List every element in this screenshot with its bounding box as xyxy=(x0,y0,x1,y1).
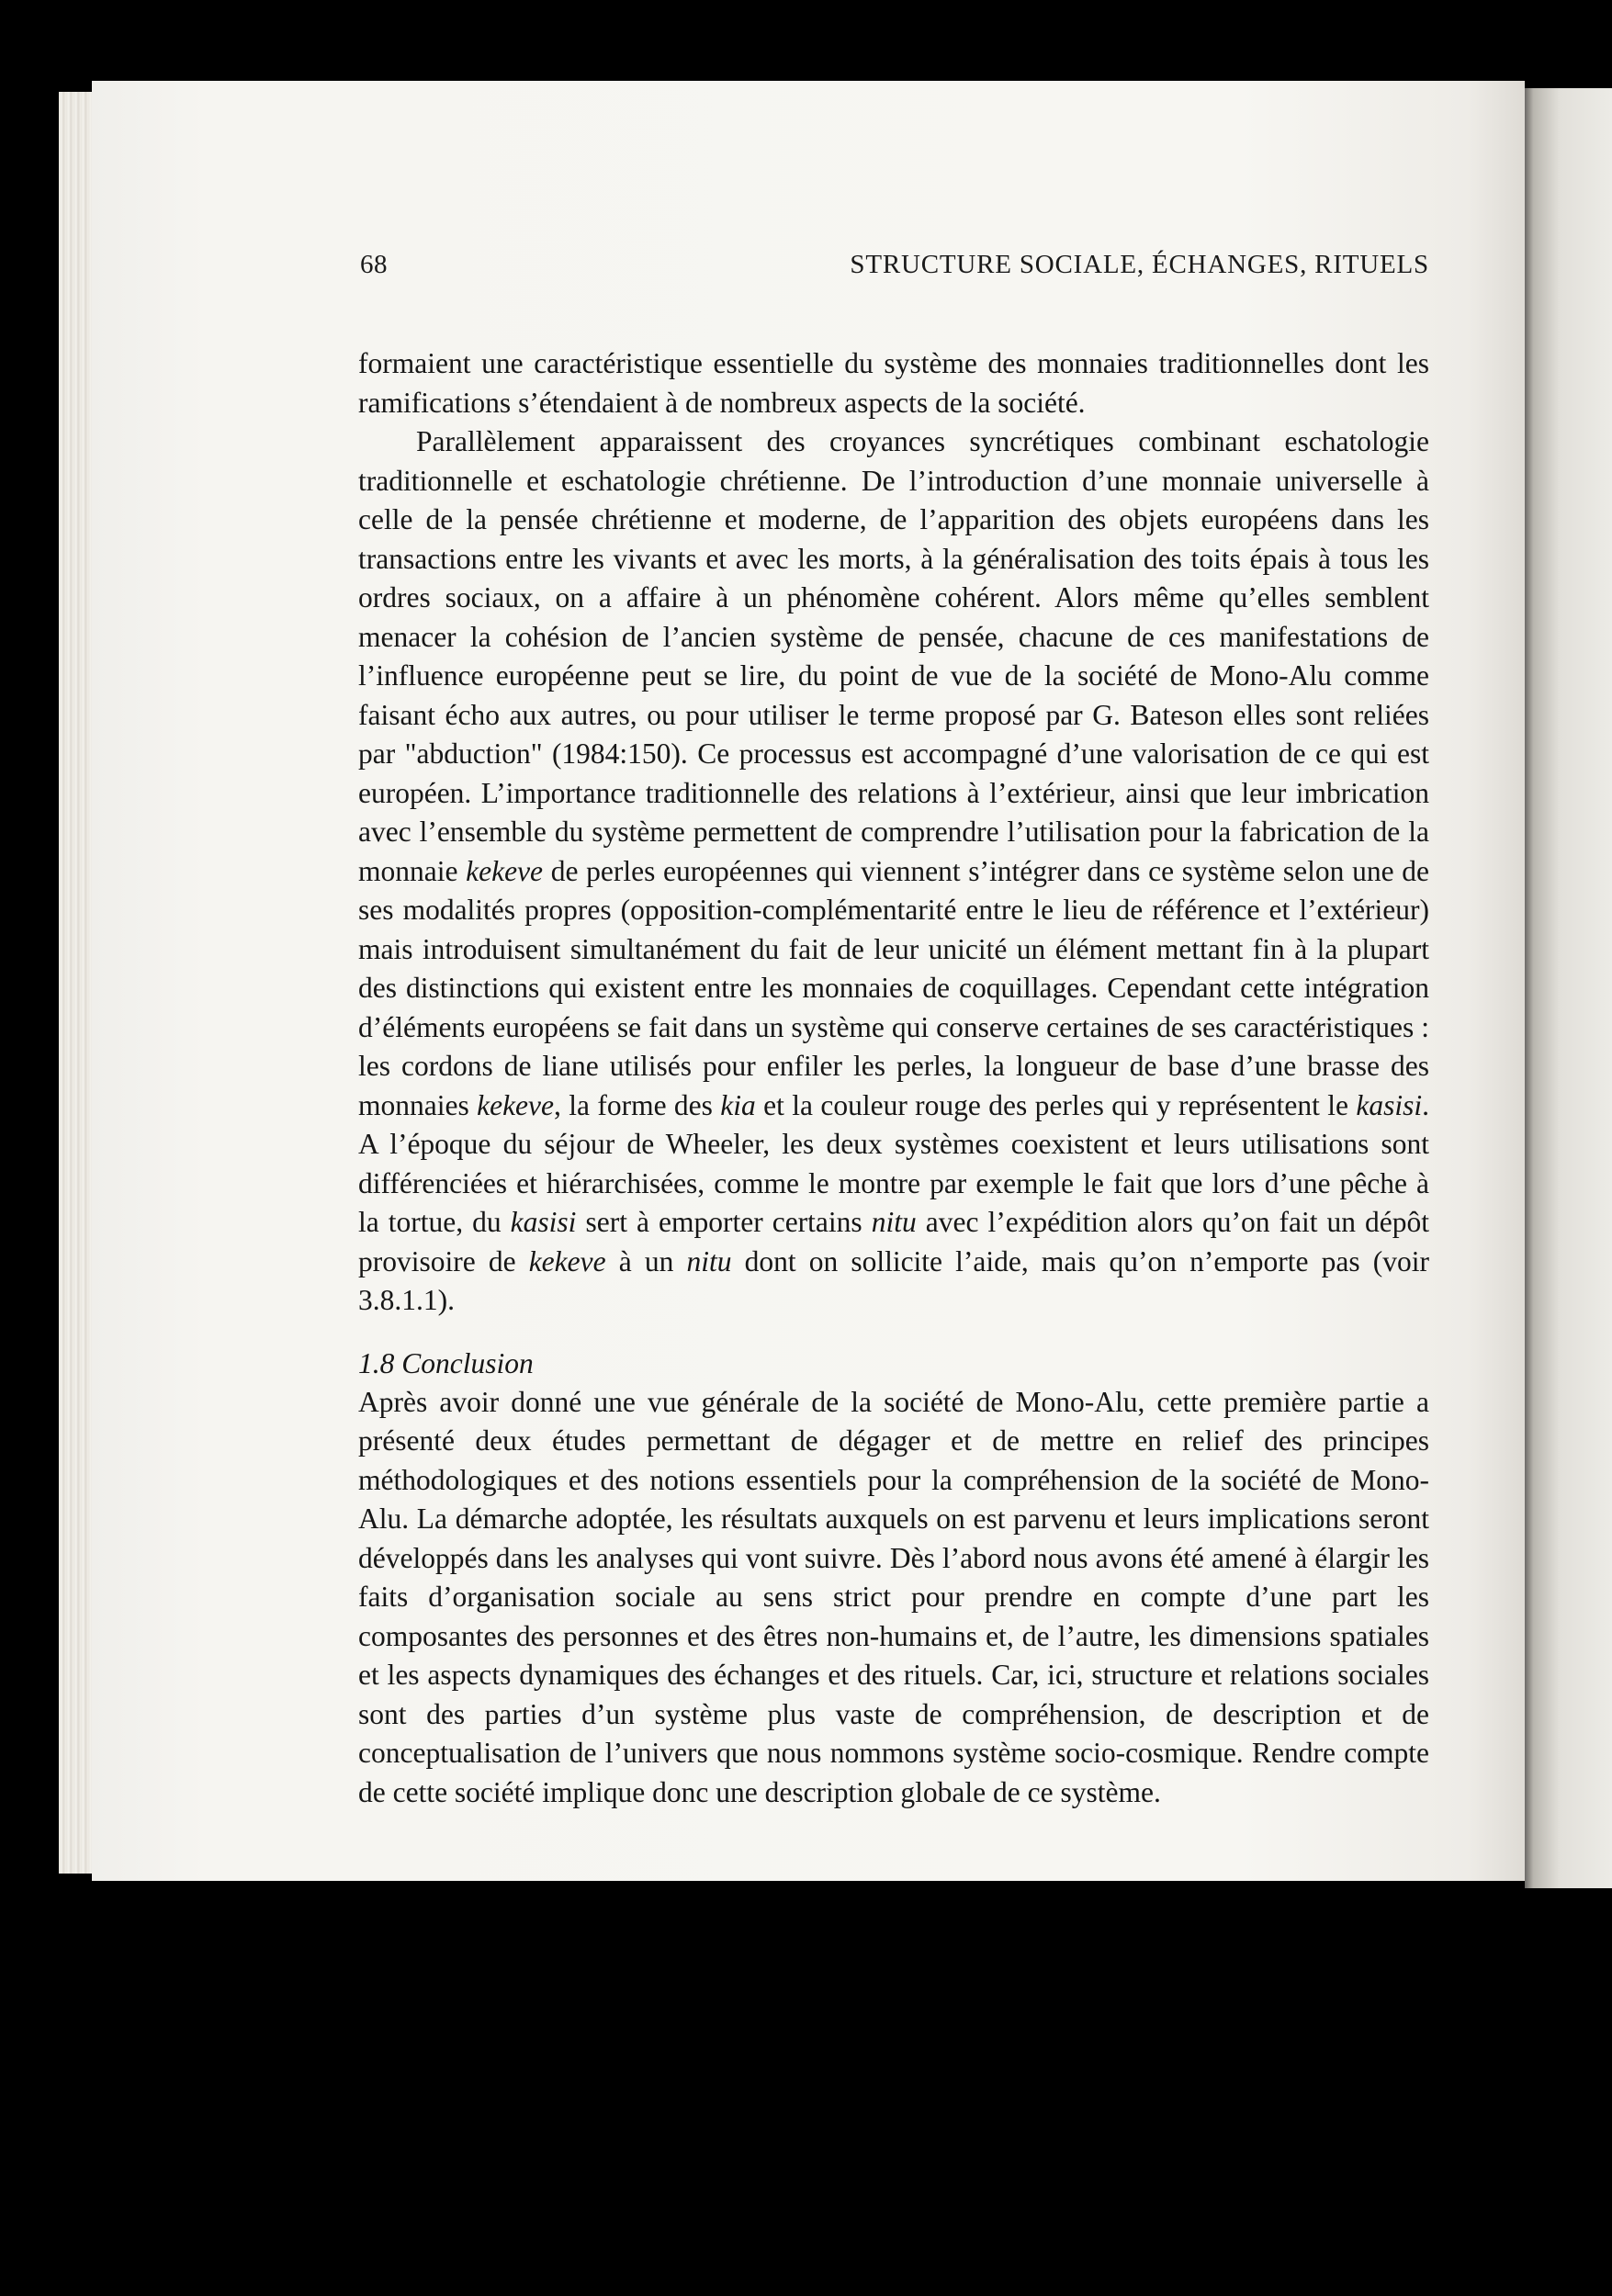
paragraph-1 xyxy=(358,344,1429,422)
paragraph-text: de perles européennes qui viennent s’intégrer dans ce système selon une de ses modalités propres (opposition-complémentarité entre le lieu de référence et l’extérieur) mais introduisent simultanément du fait de leur unicité un élément mettant fin à la plupart des distinctions qui existent entre les monnaies de coquillages. Cependant cette intégration d’éléments européens se fait dans un système qui conserve certaines de ses caractéristiques : les cordons de liane utilisés pour enfiler les perles, la longueur de base d’une brasse des monnaies xyxy=(358,854,1429,1121)
running-title: STRUCTURE SOCIALE, ÉCHANGES, RITUELS xyxy=(850,250,1429,279)
paragraph-text: Parallèlement apparaissent des croyances syncrétiques combinant eschatologie traditionnelle et eschatologie chrétienne. De l’introduction d’une monnaie universelle à celle de la pensée chrétienne et moderne, de l’apparition des objets européens dans les transactions entre les vivants et avec les morts, à la généralisation des toits épais à tous les ordres sociaux, on a affaire à un phénomène cohérent. Alors même qu’elles semblent menacer la cohésion de l’ancien système de pensée, chacune de ces manifestations de l’influence européenne peut se lire, du point de vue de la société de Mono-Alu comme faisant écho aux autres, ou pour utiliser le terme proposé par G. Bateson elles sont reliées par "abduction" (1984:150). Ce processus est accompagné d’une valorisation de ce qui est européen. L’importance traditionnelle des relations à l’extérieur, ainsi que leur imbrication avec l’ensemble du système permettent de comprendre l’utilisation pour la fabrication de la monnaie xyxy=(358,425,1429,887)
italic-term: kasisi xyxy=(510,1206,577,1238)
paragraph-text: et la couleur rouge des perles qui y représentent le xyxy=(755,1088,1357,1121)
italic-term: kasisi xyxy=(1356,1088,1423,1121)
paragraph-text: formaient une caractéristique essentielle du système des monnaies traditionnelles dont les ramifications s’étendaient à de nombreux aspects de la société. xyxy=(358,347,1429,419)
paragraph-text: à un xyxy=(605,1244,687,1277)
italic-term: kekeve xyxy=(477,1088,554,1121)
body-text xyxy=(358,344,1429,1812)
paragraph-2 xyxy=(358,422,1429,1321)
paragraph-text: avec l’expédition alors qu’on fait un dépôt provisoire de xyxy=(358,1206,1429,1277)
italic-term: nitu xyxy=(871,1206,917,1238)
italic-term: nitu xyxy=(686,1244,732,1277)
italic-term: kekeve xyxy=(528,1244,606,1277)
conclusion-paragraph: Après avoir donné une vue générale de la société de Mono-Alu, cette première partie a présenté deux études permettant de dégager et de mettre en relief des principes méthodologiques et des notions essentiels pour la compréhension de la société de Mono-Alu. La démarche adoptée, les résultats auxquels on est parvenu et leurs implications seront développés dans les analyses qui vont suivre. Dès l’abord nous avons été amené à élargir les faits d’organisation sociale au sens strict pour prendre en compte d’une part les composantes des personnes et des êtres non-humains et, de l’autre, les dimensions spatiales et les aspects dynamiques des échanges et des rituels. Car, ici, structure et relations sociales sont des parties d’un système plus vaste de compréhension, de description et de conceptualisation de l’univers que nous nommons système socio-cosmique. Rendre compte de cette société implique donc une description globale de ce système. xyxy=(358,1385,1429,1808)
section-heading: 1.8 Conclusion xyxy=(358,1346,534,1379)
paragraph-text: dont on sollicite l’aide, mais qu’on n’emporte pas (voir 3.8.1.1). xyxy=(358,1244,1429,1316)
italic-term: kekeve xyxy=(466,854,544,887)
paragraph-text: sert à emporter certains xyxy=(576,1206,872,1238)
paragraph-text: , la forme des xyxy=(554,1088,721,1121)
italic-term: kia xyxy=(720,1088,756,1121)
facing-page-edge xyxy=(1525,88,1612,1888)
page-number: 68 xyxy=(360,250,388,279)
paragraph-text: . A l’époque du séjour de Wheeler, les deux systèmes coexistent et leurs utilisations sont différenciées et hiérarchisées, comme le montre par exemple le fait que lors d’une pêche à la tortue, du xyxy=(358,1088,1429,1238)
